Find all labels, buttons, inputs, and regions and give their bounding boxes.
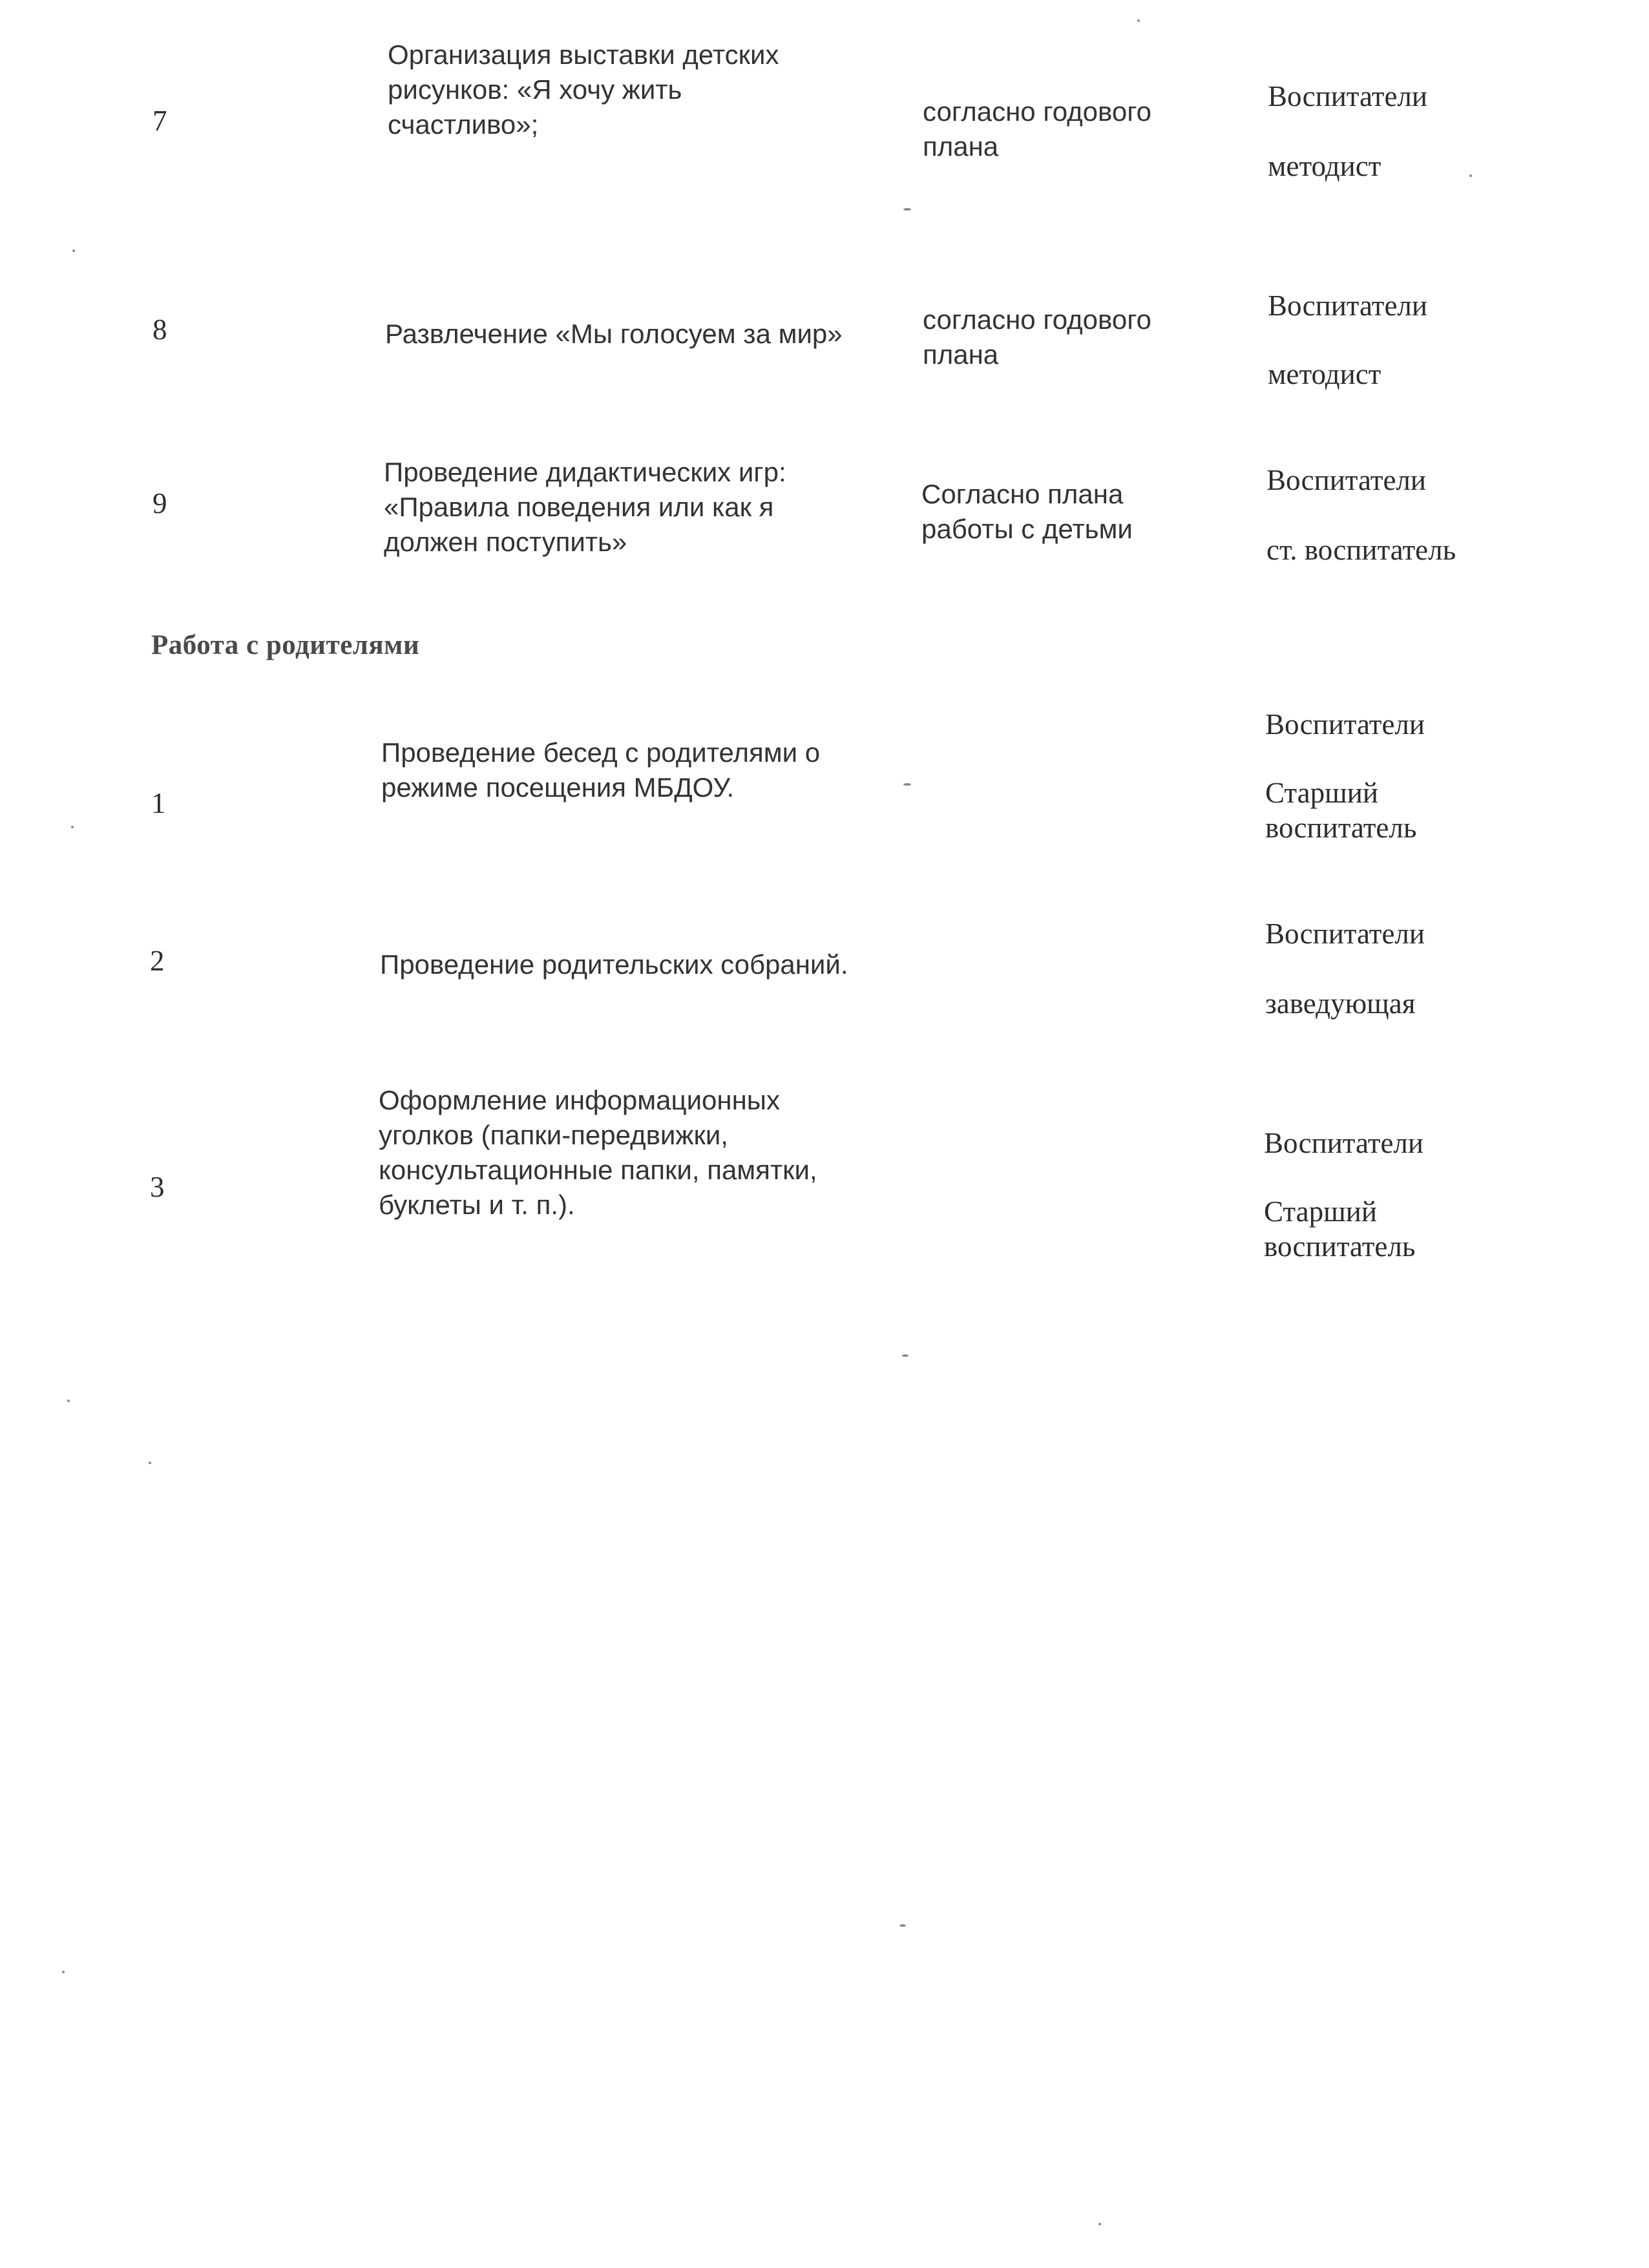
row-number: 9 — [152, 487, 167, 520]
row-responsible-1: Воспитатели — [1264, 1127, 1423, 1159]
scan-speck — [903, 208, 911, 211]
row-number: 3 — [150, 1171, 165, 1203]
row-responsible-2: Старший воспитатель — [1265, 777, 1417, 844]
scan-speck — [67, 1400, 70, 1402]
row-event: Проведение дидактических игр: «Правила поведения или как я должен поступить» — [384, 457, 786, 557]
row-event: Проведение родительских собраний. — [380, 949, 848, 980]
scan-speck — [899, 1924, 906, 1927]
scan-speck — [1137, 19, 1140, 22]
row-responsible-2: ст. воспитатель — [1266, 534, 1456, 566]
scan-speck — [62, 1971, 65, 1973]
row-responsible-2: Старший воспитатель — [1264, 1195, 1416, 1263]
scan-speck — [903, 783, 911, 786]
row-responsible-1: Воспитатели — [1268, 289, 1427, 322]
section-heading: Работа с родителями — [151, 630, 420, 660]
row-timing: Согласно плана работы с детьми — [921, 479, 1133, 544]
row-event: Развлечение «Мы голосуем за мир» — [385, 319, 843, 349]
scan-speck — [902, 1354, 909, 1357]
row-event: Проведение бесед с родителями о режиме посещения МБДОУ. — [381, 737, 821, 803]
scan-speck — [149, 1462, 151, 1464]
scan-speck — [1098, 2223, 1101, 2225]
row-responsible-1: Воспитатели — [1268, 80, 1427, 112]
row-responsible-2: методист — [1268, 358, 1381, 390]
row-responsible-1: Воспитатели — [1266, 464, 1426, 496]
row-event: Организация выставки детских рисунков: «Я хочу жить счастливо»; — [388, 39, 779, 140]
row-responsible-1: Воспитатели — [1265, 918, 1425, 950]
row-timing: согласно годового плана — [923, 96, 1151, 162]
row-number: 7 — [152, 105, 167, 137]
scan-speck — [72, 249, 75, 252]
row-timing: согласно годового плана — [923, 304, 1151, 370]
row-responsible-2: методист — [1268, 150, 1381, 182]
row-number: 8 — [152, 313, 167, 346]
row-event: Оформление информационных уголков (папки-передвижки, консультационные папки, памятки, буклеты и т. п.). — [379, 1085, 817, 1220]
row-number: 1 — [151, 787, 166, 819]
row-responsible-1: Воспитатели — [1265, 708, 1425, 740]
scan-speck — [1469, 174, 1472, 177]
row-number: 2 — [150, 945, 165, 977]
scan-speck — [71, 826, 74, 828]
row-responsible-2: заведующая — [1265, 987, 1416, 1020]
